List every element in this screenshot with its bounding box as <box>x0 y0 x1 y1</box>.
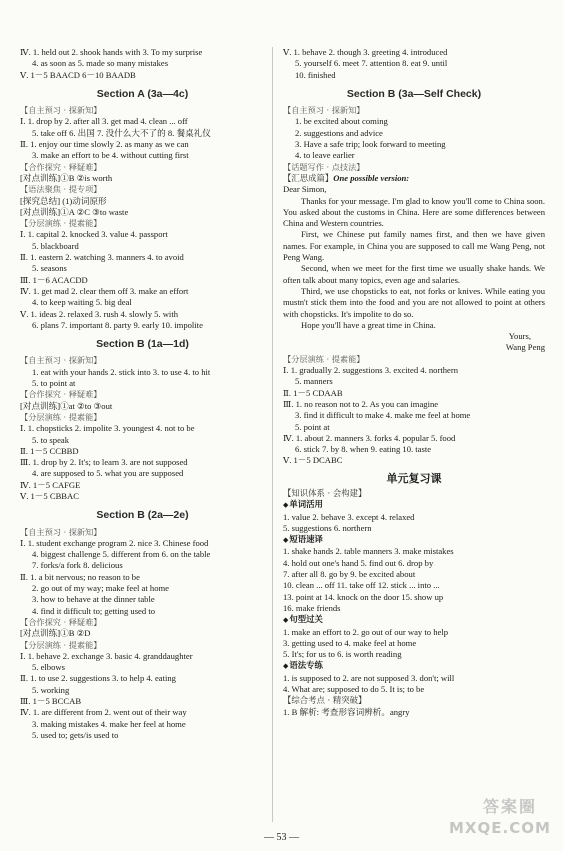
model-essay-label: One possible version: <box>333 172 410 183</box>
section-title-b-1a-1d: Section B (1a—1d) <box>96 338 189 351</box>
answer-line: Ⅱ. 1－5 CCBBD <box>20 445 79 456</box>
diamond-icon: ◆ <box>283 501 289 510</box>
answer-line: Ⅲ. 1. no reason not to 2. As you can imagine <box>283 398 439 409</box>
exam-points-tag: 【综合考点 · 精突破】 <box>283 695 367 706</box>
site-watermark-logo <box>445 799 555 847</box>
subsection-tag: 【分层演练 · 提素能】 <box>283 353 365 364</box>
answer-line: Ⅰ. 1. chopsticks 2. impolite 3. youngest 4. not to be <box>20 423 195 434</box>
answer-line: Ⅰ. 1. drop by 2. after all 3. get mad 4. clean ... off <box>20 116 188 127</box>
left-column <box>20 47 265 741</box>
answer-line: Ⅱ. 1. a bit nervous; no reason to be <box>20 571 140 582</box>
phrase-answer-line: 16. make friends <box>283 602 341 613</box>
letter-paragraph: Thanks for your message. I'm glad to know you'll come to China soon. You asked about the customs in China. Here are some differences between China and Western countries. <box>283 195 545 229</box>
grammar-answer-line: 1. is supposed to 2. are not supposed 3. don't; will <box>283 672 455 683</box>
phrase-answer-line: 10. clean ... off 11. take off 12. stick ... into ... <box>283 580 440 591</box>
vocab-answer-line: 5. suggestions 6. northern <box>283 522 372 533</box>
subsection-tag: 【语法聚焦 · 提专项】 <box>20 184 102 195</box>
section-b3-drill <box>283 354 545 467</box>
section-a-answers <box>20 105 265 331</box>
answer-line: Ⅳ. 1. held out 2. shook hands with 3. To my surprise <box>20 47 203 57</box>
diamond-icon: ◆ <box>283 662 289 671</box>
subsection-tag: 【分层演练 · 提素能】 <box>20 218 102 229</box>
knowledge-system-tag: 【知识体系 · 会构建】 <box>283 487 367 498</box>
answer-line-continued: 3. making mistakes 4. make her feel at home <box>32 718 186 729</box>
practice-answer: [对点训练]①B ②is worth <box>20 172 113 183</box>
right-column <box>283 47 545 718</box>
page-number: — 53 — <box>264 832 299 843</box>
answer-line-continued: 5. to point at <box>32 378 76 389</box>
answer-line-continued: 5. blackboard <box>32 240 79 251</box>
phrase-heading-text: 短语速译 <box>289 534 323 545</box>
phrase-heading <box>283 534 545 546</box>
answer-line-continued: 5. take off 6. 出国 7. 没什么大不了的 8. 餐桌礼仪 <box>32 127 211 138</box>
answer-line: Ⅳ. 1. get mad 2. clear them off 3. make an effort <box>20 285 189 296</box>
letter-paragraph: First, we Chinese put family names first, and then we have given names. For example, in China you are supposed to call me Wang Peng, not Peng Wang. <box>283 229 545 263</box>
answer-line-continued: 6. stick 7. by 8. when 9. eating 10. taste <box>295 444 432 455</box>
practice-answer: [对点训练]①B ②D <box>20 628 91 639</box>
answer-line-continued: 3. find it difficult to make 4. make me feel at home <box>295 410 471 421</box>
answer-line-continued: 3. Have a safe trip; look forward to meeting <box>295 139 446 150</box>
section-title-b-2a-2e: Section B (2a—2e) <box>96 509 189 522</box>
letter-paragraph: Second, when we meet for the first time we usually shake hands. We often talk about many topics, even age and salaries. <box>283 263 545 285</box>
answer-line-continued: 4. are supposed to 5. what you are supposed <box>32 468 184 479</box>
answer-line: Ⅴ. 1－5 DCABC <box>283 455 343 466</box>
subsection-tag: 【自主预习 · 探新知】 <box>20 105 102 116</box>
sentence-heading <box>283 614 545 626</box>
answer-line: Ⅳ. 1. are different from 2. went out of their way <box>20 707 187 718</box>
answer-line-continued: 5. working <box>32 684 70 695</box>
vocab-answers <box>283 512 545 535</box>
subsection-tag: 【合作探究 · 释疑难】 <box>20 389 102 400</box>
vocab-heading-text: 单词活用 <box>289 499 323 510</box>
letter-body <box>283 196 545 332</box>
answer-line-continued: 10. finished <box>295 69 336 80</box>
answer-line-continued: 5. to speak <box>32 434 69 445</box>
answer-line: Ⅱ. 1. eastern 2. watching 3. manners 4. to avoid <box>20 252 184 263</box>
answer-line-continued: 4. as soon as 5. made so many mistakes <box>32 58 169 69</box>
answer-line: Ⅱ. 1. to use 2. suggestions 3. to help 4. eating <box>20 673 176 684</box>
grammar-heading-text: 语法专练 <box>289 660 323 671</box>
practice-answer: [探究总结] (1)动词原形 <box>20 195 107 206</box>
answer-line-continued: 5. manners <box>295 376 333 387</box>
sentence-answer-line: 1. make an effort to 2. go out of our way to help <box>283 626 448 637</box>
answer-line-continued: 5. yourself 6. meet 7. attention 8. eat 9. until <box>295 58 448 69</box>
answer-line-continued: 4. to keep waiting 5. big deal <box>32 297 132 308</box>
phrase-answer-line: 13. point at 14. knock on the door 15. show up <box>283 591 444 602</box>
subsection-tag: 【自主预习 · 探新知】 <box>283 105 365 116</box>
subsection-tag: 【自主预习 · 探新知】 <box>20 355 102 366</box>
sentence-answer-line: 5. It's; for us to 6. is worth reading <box>283 649 402 660</box>
model-letter <box>283 184 545 353</box>
subsection-tag: 【话题写作 · 点技法】 <box>283 161 365 172</box>
answer-line-continued: 2. go out of my way; make feel at home <box>32 583 169 594</box>
answer-line: Ⅲ. 1－5 BCCAB <box>20 696 82 707</box>
section-title-a-3a-4c: Section A (3a—4c) <box>96 87 189 100</box>
answer-line: Ⅴ. 1－5 BAACD 6－10 BAADB <box>20 69 136 80</box>
answer-line-continued: 7. forks/a fork 8. delicious <box>32 560 123 571</box>
answer-line: Ⅴ. 1. ideas 2. relaxed 3. rush 4. slowly 5. with <box>20 308 179 319</box>
section-title-b-3a-self-check: Section B (3a—Self Check) <box>346 87 482 100</box>
subsection-tag: 【分层演练 · 提素能】 <box>20 639 102 650</box>
answer-line: Ⅴ. 1－5 CBBAC <box>20 490 79 501</box>
section-b3-answers <box>283 105 545 173</box>
answer-line: Ⅰ. 1. capital 2. knocked 3. value 4. passport <box>20 229 168 240</box>
sentence-answers <box>283 627 545 661</box>
watermark-bottom-text: MXQE.COM <box>449 819 551 837</box>
right-top-block <box>283 47 545 81</box>
answer-line-continued: 2. suggestions and advice <box>295 127 383 138</box>
phrase-answer-line: 4. hold out one's hand 5. find out 6. drop by <box>283 557 434 568</box>
watermark-top-text: 答案圈 <box>483 797 538 816</box>
phrase-answer-line: 7. after all 8. go by 9. be excited about <box>283 569 416 580</box>
diamond-icon: ◆ <box>283 616 289 625</box>
grammar-answer-line: 4. What are; supposed to do 5. It is; to be <box>283 684 425 695</box>
answer-line: Ⅱ. 1－5 CDAAB <box>283 387 343 398</box>
answer-line-continued: 3. make an effort to be 4. without cutting first <box>32 150 189 161</box>
left-top-block <box>20 47 265 81</box>
letter-closing: Yours, <box>508 331 531 342</box>
letter-salutation: Dear Simon, <box>283 184 327 195</box>
answer-line: Ⅰ. 1. behave 2. exchange 3. basic 4. granddaughter <box>20 650 193 661</box>
answer-line-continued: 3. how to behave at the dinner table <box>32 594 155 605</box>
column-divider <box>272 47 273 822</box>
answer-line: Ⅰ. 1. student exchange program 2. nice 3. Chinese food <box>20 537 209 548</box>
grammar-heading <box>283 660 545 672</box>
unit-review-title: 单元复习课 <box>386 471 442 485</box>
answer-line: Ⅳ. 1. about 2. manners 3. forks 4. popular 5. food <box>283 432 456 443</box>
subsection-tag: 【合作探究 · 释疑难】 <box>20 161 102 172</box>
vocab-answer-line: 1. value 2. behave 3. except 4. relaxed <box>283 511 415 522</box>
answer-line-continued: 5. used to; gets/is used to <box>32 729 119 740</box>
answer-line-continued: 6. plans 7. important 8. party 9. early 10. impolite <box>32 319 203 330</box>
model-essay-heading <box>283 173 545 184</box>
vocab-heading <box>283 499 545 511</box>
answer-line-continued: 1. be excited about coming <box>295 116 388 127</box>
answer-line: Ⅴ. 1. behave 2. though 3. greeting 4. introduced <box>283 47 448 57</box>
answer-line-continued: 5. elbows <box>32 662 65 673</box>
answer-line-continued: 5. seasons <box>32 263 67 274</box>
exam-answer-line: 1. B 解析: 考查形容词辨析。angry <box>283 706 410 717</box>
letter-signature: Wang Peng <box>505 342 545 353</box>
phrase-answer-line: 1. shake hands 2. table manners 3. make mistakes <box>283 546 454 557</box>
section-b1-answers <box>20 355 265 502</box>
answer-line: Ⅲ. 1. drop by 2. It's; to learn 3. are not supposed <box>20 457 188 468</box>
answer-line-continued: 5. point at <box>295 421 330 432</box>
answer-line-continued: 4. to leave earlier <box>295 150 355 161</box>
subsection-tag: 【分层演练 · 提素能】 <box>20 411 102 422</box>
letter-paragraph: Hope you'll have a great time in China. <box>301 319 436 330</box>
answer-line: Ⅰ. 1. gradually 2. suggestions 3. excited 4. northern <box>283 365 458 376</box>
diamond-icon: ◆ <box>283 536 289 545</box>
answer-line-continued: 4. biggest challenge 5. different from 6. on the table <box>32 549 211 560</box>
answer-line: Ⅳ. 1－5 CAFGE <box>20 479 81 490</box>
subsection-tag: 【自主预习 · 探新知】 <box>20 526 102 537</box>
practice-answer: [对点训练]①A ②C ③to waste <box>20 206 129 217</box>
phrase-answers <box>283 546 545 614</box>
answer-line: Ⅲ. 1－6 ACACDD <box>20 274 88 285</box>
grammar-answers <box>283 673 545 696</box>
practice-answer: [对点训练]①at ②to ③out <box>20 400 113 411</box>
sentence-heading-text: 句型过关 <box>289 614 323 625</box>
letter-paragraph: Third, we use chopsticks to eat, not forks or knives. While eating you mustn't stick them into the food and you are not allowed to point at others with chopsticks. It's impolite to do so. <box>283 285 545 319</box>
sentence-answer-line: 3. getting used to 4. make feel at home <box>283 637 417 648</box>
section-b2-answers <box>20 527 265 742</box>
answer-line: Ⅱ. 1. enjoy our time slowly 2. as many as we can <box>20 139 189 150</box>
answer-line-continued: 4. find it difficult to; getting used to <box>32 605 156 616</box>
subsection-tag: 【合作探究 · 释疑难】 <box>20 616 102 627</box>
answer-line-continued: 1. eat with your hands 2. stick into 3. to use 4. to hit <box>32 366 211 377</box>
model-essay-tag: 【汇思成篇】 <box>283 172 334 183</box>
